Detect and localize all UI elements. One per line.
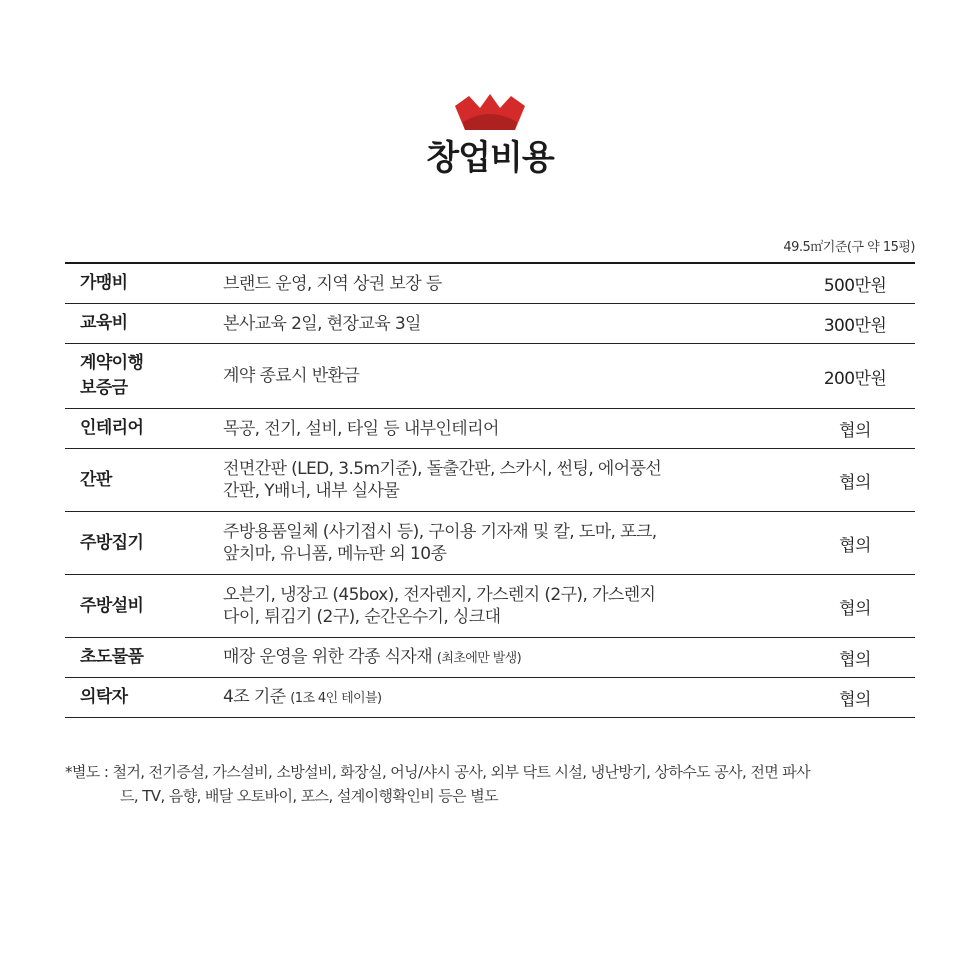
item-description-line: 간판, Y배너, 내부 실사물: [223, 481, 400, 501]
item-cost: 협의: [839, 535, 871, 556]
table-row: [65, 638, 915, 678]
item-name: [65, 351, 223, 401]
item-description: 목공, 전기, 설비, 타일 등 내부인테리어: [223, 418, 499, 439]
item-description: [223, 521, 795, 565]
table-row: [65, 264, 915, 304]
item-cost: 협의: [839, 421, 871, 441]
item-cost: 협의: [839, 598, 871, 619]
item-name-line: 계약이행: [80, 353, 144, 373]
item-description-note: (최초에만 발생): [436, 650, 522, 666]
item-name: 초도물품: [80, 647, 144, 667]
item-description-line: 오븐기, 냉장고 (45box), 전자렌지, 가스렌지 (2구), 가스렌지: [223, 585, 656, 605]
item-description-text: 매장 운영을 위한 각종 식자재: [223, 646, 437, 667]
item-description-line: 전면간판 (LED, 3.5m기준), 돌출간판, 스카시, 썬팅, 에어풍선: [223, 459, 662, 479]
item-name: 간판: [80, 469, 112, 490]
area-note: 49.5㎡기준(구 약 15평): [783, 240, 915, 255]
crown-logo-icon: [453, 92, 527, 132]
item-description-line: 다이, 튀김기 (2구), 순간온수기, 싱크대: [223, 607, 501, 627]
item-name: 인테리어: [80, 418, 144, 438]
page-title: 창업비용: [426, 138, 554, 178]
item-name: 주방집기: [80, 532, 144, 553]
table-row: [65, 512, 915, 575]
footnote: [65, 760, 925, 808]
table-row: [65, 449, 915, 512]
item-name: 의탁자: [80, 687, 128, 707]
item-description-text: 4조 기준: [223, 686, 291, 707]
table-row: [65, 409, 915, 449]
item-description: [223, 458, 795, 502]
item-description: [223, 584, 795, 628]
item-description: 계약 종료시 반환금: [223, 366, 360, 386]
item-name: 가맹비: [80, 273, 128, 293]
item-cost: 500만원: [823, 276, 887, 296]
item-name-line: 보증금: [80, 378, 128, 398]
item-cost: 300만원: [823, 316, 887, 336]
table-row: [65, 678, 915, 718]
footnote-line: 드, TV, 음향, 배달 오토바이, 포스, 설계이행확인비 등은 별도: [120, 787, 498, 805]
item-description-line: 앞치마, 유니폼, 메뉴판 외 10종: [223, 544, 447, 564]
item-description: [223, 686, 795, 710]
item-description: 본사교육 2일, 현장교육 3일: [223, 313, 421, 334]
item-description-note: (1조 4인 테이블): [290, 690, 382, 706]
table-row: [65, 304, 915, 344]
item-cost: 200만원: [823, 368, 887, 389]
table-row: [65, 575, 915, 638]
item-cost: 협의: [839, 690, 871, 710]
table-row: [65, 344, 915, 409]
item-description: [223, 646, 795, 670]
cost-table: [65, 262, 915, 718]
footnote-line: *별도 : 철거, 전기증설, 가스설비, 소방설비, 화장실, 어닝/샤시 공사, 외부 닥트 시설, 냉난방기, 상하수도 공사, 전면 파사: [65, 763, 811, 781]
item-cost: 협의: [839, 650, 871, 670]
item-description-line: 주방용품일체 (사기접시 등), 구이용 기자재 및 칼, 도마, 포크,: [223, 522, 657, 542]
item-name: 교육비: [80, 313, 128, 333]
item-name: 주방설비: [80, 595, 144, 616]
item-description: 브랜드 운영, 지역 상권 보장 등: [223, 273, 442, 294]
item-cost: 협의: [839, 472, 871, 493]
